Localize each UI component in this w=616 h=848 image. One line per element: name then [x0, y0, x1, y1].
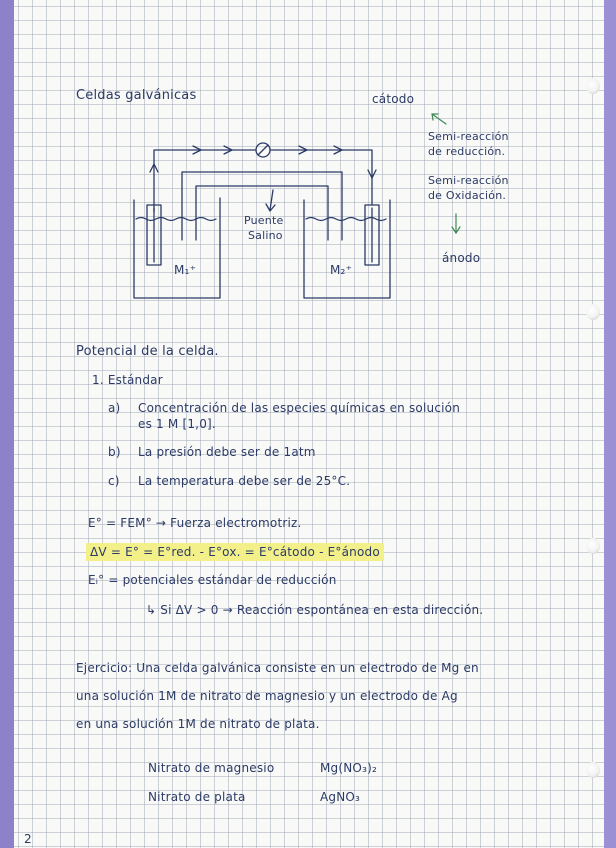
exercise-text: Ejercicio: Una celda galvánica consiste en un electrodo de Mg en — [76, 661, 479, 675]
salt-bridge-label: Salino — [248, 229, 283, 242]
equation-cell-potential: ΔV = E° = E°red. - E°ox. = E°cátodo - E°ánodo — [86, 543, 384, 561]
list-item-letter: b) — [108, 445, 121, 459]
list-item-text: Concentración de las especies químicas en solución — [138, 401, 460, 415]
right-beaker — [304, 200, 390, 298]
compound-name: Nitrato de plata — [148, 790, 246, 804]
anode-arrow — [452, 214, 460, 233]
section-heading: Potencial de la celda. — [76, 344, 219, 359]
compound-formula: AgNO₃ — [320, 790, 361, 804]
right-solution-surface — [306, 218, 386, 221]
list-item-text: La temperatura debe ser de 25°C. — [138, 474, 351, 488]
page-title: Celdas galvánicas — [76, 88, 197, 103]
reduction-label: de reducción. — [428, 145, 506, 158]
compound-formula: Mg(NO₃)₂ — [320, 761, 377, 775]
exercise-text: en una solución 1M de nitrato de plata. — [76, 717, 320, 731]
oxidation-label: Semi-reacción — [428, 174, 509, 187]
bridge-pointer-arrow — [266, 190, 275, 211]
anode-label: ánodo — [442, 251, 481, 265]
salt-bridge-label: Puente — [244, 214, 284, 227]
page-number: 2 — [24, 832, 32, 846]
left-ion-label: M₁⁺ — [174, 263, 197, 277]
subsection-heading: 1. Estándar — [92, 373, 163, 387]
equation-definition: Eᵢ° = potenciales estándar de reducción — [88, 573, 337, 587]
exercise-text: una solución 1M de nitrato de magnesio y un electrodo de Ag — [76, 689, 458, 703]
oxidation-label: de Oxidación. — [428, 189, 507, 202]
list-item-text: es 1 M [1,0]. — [138, 417, 216, 431]
list-item-letter: c) — [108, 474, 120, 488]
external-wire — [154, 150, 372, 212]
cathode-label: cátodo — [372, 92, 415, 106]
cathode-arrow — [432, 114, 446, 124]
list-item-text: La presión debe ser de 1atm — [138, 445, 316, 459]
compound-name: Nitrato de magnesio — [148, 761, 275, 775]
left-solution-surface — [136, 218, 216, 221]
equation-emf: E° = FEM° → Fuerza electromotriz. — [88, 516, 302, 530]
right-ion-label: M₂⁺ — [330, 263, 353, 277]
spontaneity-note: ↳ Si ΔV > 0 → Reacción espontánea en esta dirección. — [146, 603, 484, 617]
reduction-label: Semi-reacción — [428, 130, 509, 143]
list-item-letter: a) — [108, 401, 121, 415]
